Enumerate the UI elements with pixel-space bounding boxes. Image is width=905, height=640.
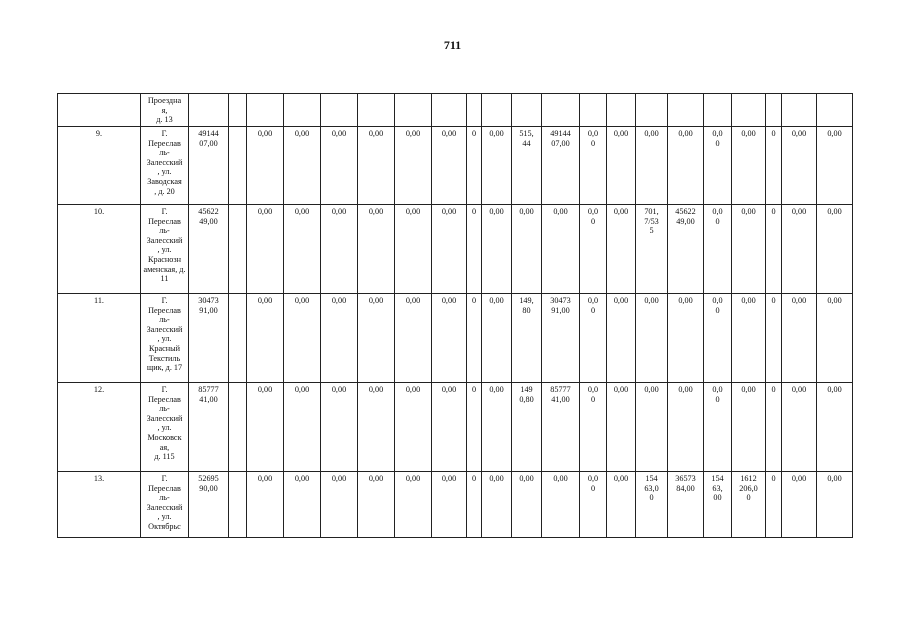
- cell-line: 84,00: [676, 483, 695, 493]
- table-cell: [189, 94, 229, 127]
- table-cell: 0,00: [284, 472, 321, 538]
- table-cell: [229, 472, 247, 538]
- table-cell: [580, 127, 607, 205]
- cell-line: 149: [520, 385, 533, 394]
- cell-line: 206,0: [739, 483, 758, 493]
- cell-line: Заводская: [147, 176, 182, 186]
- table-cell: [542, 94, 580, 127]
- table-cell: 0,00: [321, 205, 358, 294]
- cell-line: Переслав: [148, 138, 181, 148]
- cell-line: 00: [713, 493, 722, 503]
- cell-line: Переслав: [148, 216, 181, 226]
- table-cell: 0,00: [542, 205, 580, 294]
- cell-line: 49,00: [199, 216, 218, 226]
- table-row: [58, 127, 853, 205]
- table-row: [58, 94, 853, 127]
- table-cell: 0,00: [321, 383, 358, 472]
- cell-line: 0,0: [587, 129, 599, 138]
- table-cell: [229, 127, 247, 205]
- table-cell: 0,00: [482, 294, 512, 383]
- table-cell: 0,00: [817, 383, 853, 472]
- cell-line: 0,0: [712, 129, 723, 138]
- cell-line: 0,0: [587, 296, 599, 305]
- cell-line: Г.: [161, 207, 168, 216]
- cell-line: д. 13: [156, 115, 173, 125]
- table-cell: [636, 94, 668, 127]
- table-cell: [580, 205, 607, 294]
- table-cell: [542, 294, 580, 383]
- table-cell: [512, 127, 542, 205]
- table-cell: 0,00: [395, 127, 432, 205]
- cell-line: 0,0: [587, 385, 599, 394]
- table-cell: 0,00: [732, 127, 766, 205]
- table-row: [58, 294, 853, 383]
- cell-line: 0: [746, 493, 751, 503]
- table-cell: 0,00: [432, 294, 467, 383]
- cell-line: 515,: [519, 129, 534, 138]
- table-cell: 0,00: [607, 127, 636, 205]
- cell-line: д. 115: [154, 452, 175, 462]
- table-cell: [766, 94, 782, 127]
- cell-line: 0: [715, 216, 720, 226]
- cell-line: ль-: [159, 493, 170, 503]
- table-cell: [704, 127, 732, 205]
- table-cell: 0,00: [482, 127, 512, 205]
- table-cell: [542, 127, 580, 205]
- table-cell: [636, 472, 668, 538]
- cell-line: , ул.: [157, 334, 172, 344]
- table-cell: [141, 205, 189, 294]
- cell-line: 63,0: [644, 483, 659, 493]
- table-cell: [704, 294, 732, 383]
- table-cell: 0,00: [732, 383, 766, 472]
- table-cell: 0,00: [782, 472, 817, 538]
- cell-line: 0,0: [712, 385, 723, 394]
- table-cell: 0,00: [284, 294, 321, 383]
- cell-line: Текстиль: [148, 353, 181, 363]
- cell-line: 7/53: [644, 216, 659, 226]
- table-cell: 0: [766, 127, 782, 205]
- table-cell: [580, 94, 607, 127]
- table-cell: 11.: [58, 294, 141, 383]
- table-cell: 0: [467, 472, 482, 538]
- cell-line: 0,0: [712, 296, 723, 305]
- table-cell: 0,00: [247, 294, 284, 383]
- cell-line: 0: [715, 394, 720, 404]
- table-cell: [189, 205, 229, 294]
- table-cell: 0,00: [607, 383, 636, 472]
- table-cell: 0,00: [817, 294, 853, 383]
- table-cell: 0,00: [432, 472, 467, 538]
- cell-line: 30473: [550, 296, 571, 305]
- table-cell: 0,00: [512, 205, 542, 294]
- table-cell: 0: [766, 472, 782, 538]
- cell-line: 0: [715, 305, 720, 315]
- cell-line: 0,0: [712, 207, 723, 216]
- table-cell: [229, 294, 247, 383]
- table-cell: 0,00: [482, 383, 512, 472]
- cell-line: Красный: [148, 343, 181, 353]
- table-cell: 0,00: [321, 127, 358, 205]
- table-row: [58, 472, 853, 538]
- table-cell: 0: [467, 127, 482, 205]
- table-cell: 0,00: [358, 205, 395, 294]
- cell-line: Московск: [147, 432, 182, 442]
- cell-line: 63,: [712, 483, 723, 493]
- table-cell: 0,00: [817, 472, 853, 538]
- cell-line: ль-: [159, 315, 170, 325]
- cell-line: 0: [590, 394, 596, 404]
- table-cell: 0,00: [432, 383, 467, 472]
- cell-line: , ул.: [157, 167, 172, 177]
- cell-line: Переслав: [148, 483, 181, 493]
- cell-line: 0: [590, 305, 596, 315]
- table-cell: [512, 94, 542, 127]
- cell-line: 5: [649, 226, 654, 236]
- cell-line: 0,80: [519, 394, 534, 404]
- cell-line: щик, д. 17: [146, 363, 183, 373]
- table-cell: [482, 94, 512, 127]
- table-cell: [704, 383, 732, 472]
- table-cell: [817, 94, 853, 127]
- cell-line: Залесский: [146, 413, 183, 423]
- cell-line: , ул.: [157, 423, 172, 433]
- cell-line: 0: [590, 483, 596, 493]
- cell-line: 07,00: [199, 138, 218, 148]
- table-cell: [141, 94, 189, 127]
- table-cell: 0,00: [284, 383, 321, 472]
- table-cell: 0,00: [284, 205, 321, 294]
- table-cell: [432, 94, 467, 127]
- table-cell: [668, 205, 704, 294]
- table-cell: 0,00: [732, 205, 766, 294]
- table-cell: 0: [766, 383, 782, 472]
- table-cell: 0,00: [247, 205, 284, 294]
- table-cell: 9.: [58, 127, 141, 205]
- table-cell: [229, 94, 247, 127]
- table-cell: 0,00: [395, 472, 432, 538]
- table-cell: [189, 127, 229, 205]
- table-cell: [704, 94, 732, 127]
- table-cell: 0,00: [636, 383, 668, 472]
- table-cell: 0,00: [668, 383, 704, 472]
- cell-line: ль-: [159, 148, 170, 158]
- cell-line: 0: [590, 216, 596, 226]
- table-cell: 0,00: [542, 472, 580, 538]
- cell-line: 1612: [740, 474, 757, 483]
- cell-line: 45622: [198, 207, 219, 216]
- cell-line: 41,00: [551, 394, 570, 404]
- cell-line: 91,00: [551, 305, 570, 315]
- table-row: [58, 383, 853, 472]
- cell-line: , д. 20: [154, 186, 175, 196]
- cell-line: 49,00: [676, 216, 695, 226]
- cell-line: Г.: [161, 474, 168, 483]
- table-cell: [542, 383, 580, 472]
- cell-line: 154: [645, 474, 658, 483]
- table-cell: [141, 127, 189, 205]
- table-cell: [512, 383, 542, 472]
- table-cell: 0: [467, 294, 482, 383]
- cell-line: 154: [711, 474, 724, 483]
- cell-line: Залесский: [146, 502, 183, 512]
- cell-line: 0: [590, 138, 596, 148]
- table-cell: 0: [467, 383, 482, 472]
- table-cell: 0,00: [482, 205, 512, 294]
- table-cell: 0,00: [636, 127, 668, 205]
- cell-line: 07,00: [551, 138, 570, 148]
- table-cell: 0,00: [358, 294, 395, 383]
- page-number: 711: [443, 38, 462, 52]
- table-cell: [580, 383, 607, 472]
- cell-line: 149,: [519, 296, 534, 305]
- table-cell: [58, 94, 141, 127]
- cell-line: , ул.: [157, 245, 172, 255]
- table-cell: 0,00: [432, 205, 467, 294]
- table-cell: 0,00: [432, 127, 467, 205]
- cell-line: Проездна: [147, 96, 182, 105]
- cell-line: 36573: [675, 474, 696, 483]
- table-cell: [782, 94, 817, 127]
- cell-line: Краснозн: [148, 254, 181, 264]
- table-cell: [580, 472, 607, 538]
- cell-line: 80: [522, 305, 531, 315]
- table-row: [58, 205, 853, 294]
- table-cell: 0,00: [782, 205, 817, 294]
- table-cell: 0,00: [668, 294, 704, 383]
- table-cell: [321, 94, 358, 127]
- cell-line: 85777: [550, 385, 571, 394]
- cell-line: Залесский: [146, 157, 183, 167]
- table-cell: [358, 94, 395, 127]
- table-cell: [284, 94, 321, 127]
- table-cell: 0,00: [247, 383, 284, 472]
- table-cell: [395, 94, 432, 127]
- cell-line: 0: [649, 493, 654, 503]
- table-cell: 0,00: [482, 472, 512, 538]
- table-cell: 0,00: [284, 127, 321, 205]
- cell-line: 0: [715, 138, 720, 148]
- table-cell: 0,00: [607, 472, 636, 538]
- table-cell: 0: [766, 294, 782, 383]
- table-cell: [189, 472, 229, 538]
- table-cell: [732, 472, 766, 538]
- cell-line: Переслав: [148, 305, 181, 315]
- table-cell: [229, 383, 247, 472]
- table-cell: 0,00: [782, 383, 817, 472]
- table-cell: [732, 94, 766, 127]
- cell-line: 44: [522, 138, 531, 148]
- cell-line: 41,00: [199, 394, 218, 404]
- cell-line: 49144: [198, 129, 219, 138]
- table-cell: 0: [766, 205, 782, 294]
- table-cell: [704, 472, 732, 538]
- cell-line: 85777: [198, 385, 219, 394]
- table-cell: 0,00: [782, 127, 817, 205]
- cell-line: Октябрьс: [148, 521, 181, 531]
- table-cell: 0,00: [395, 205, 432, 294]
- table-cell: 10.: [58, 205, 141, 294]
- table-cell: 0: [467, 205, 482, 294]
- table-cell: 0,00: [668, 127, 704, 205]
- table-cell: 0,00: [321, 294, 358, 383]
- table-cell: 0,00: [817, 205, 853, 294]
- cell-line: я,: [161, 105, 168, 115]
- table-cell: [141, 294, 189, 383]
- table-cell: 0,00: [395, 383, 432, 472]
- table-cell: [189, 294, 229, 383]
- table-cell: 0,00: [358, 383, 395, 472]
- cell-line: 11: [160, 274, 169, 284]
- cell-line: 52695: [198, 474, 219, 483]
- table-cell: [580, 294, 607, 383]
- cell-line: 0,0: [587, 474, 599, 483]
- table-cell: [247, 94, 284, 127]
- cell-line: Залесский: [146, 235, 183, 245]
- table-cell: [141, 472, 189, 538]
- cell-line: 90,00: [199, 483, 218, 493]
- table-cell: 0,00: [358, 127, 395, 205]
- table-cell: [512, 294, 542, 383]
- table-cell: [668, 94, 704, 127]
- cell-line: 91,00: [199, 305, 218, 315]
- cell-line: Г.: [161, 385, 168, 394]
- cell-line: Г.: [161, 296, 168, 305]
- table-cell: 0,00: [358, 472, 395, 538]
- table-cell: 0,00: [247, 127, 284, 205]
- table-cell: 0,00: [607, 205, 636, 294]
- table-cell: [607, 94, 636, 127]
- table-cell: 0,00: [395, 294, 432, 383]
- cell-line: ль-: [159, 226, 170, 236]
- table-cell: 0,00: [636, 294, 668, 383]
- table-cell: 0,00: [607, 294, 636, 383]
- table-cell: 0,00: [732, 294, 766, 383]
- table-cell: 0,00: [782, 294, 817, 383]
- table-cell: [668, 472, 704, 538]
- cell-line: 49144: [550, 129, 571, 138]
- data-table: [57, 93, 853, 538]
- cell-line: Залесский: [146, 324, 183, 334]
- table-cell: 0,00: [512, 472, 542, 538]
- table-cell: [141, 383, 189, 472]
- table-cell: [189, 383, 229, 472]
- table-cell: [229, 205, 247, 294]
- cell-line: 0,0: [587, 207, 599, 216]
- table-cell: 0,00: [817, 127, 853, 205]
- table-cell: 12.: [58, 383, 141, 472]
- table-cell: 0,00: [247, 472, 284, 538]
- cell-line: Переслав: [148, 394, 181, 404]
- table-cell: [467, 94, 482, 127]
- cell-line: ль-: [159, 404, 170, 414]
- table-cell: 0,00: [321, 472, 358, 538]
- cell-line: 45622: [675, 207, 696, 216]
- table-cell: [636, 205, 668, 294]
- table-cell: [704, 205, 732, 294]
- cell-line: , ул.: [157, 512, 172, 522]
- cell-line: 701,: [644, 207, 659, 216]
- cell-line: ая,: [159, 442, 170, 452]
- cell-line: Г.: [161, 129, 168, 138]
- cell-line: аменская, д.: [143, 264, 186, 274]
- cell-line: 30473: [198, 296, 219, 305]
- table-cell: 13.: [58, 472, 141, 538]
